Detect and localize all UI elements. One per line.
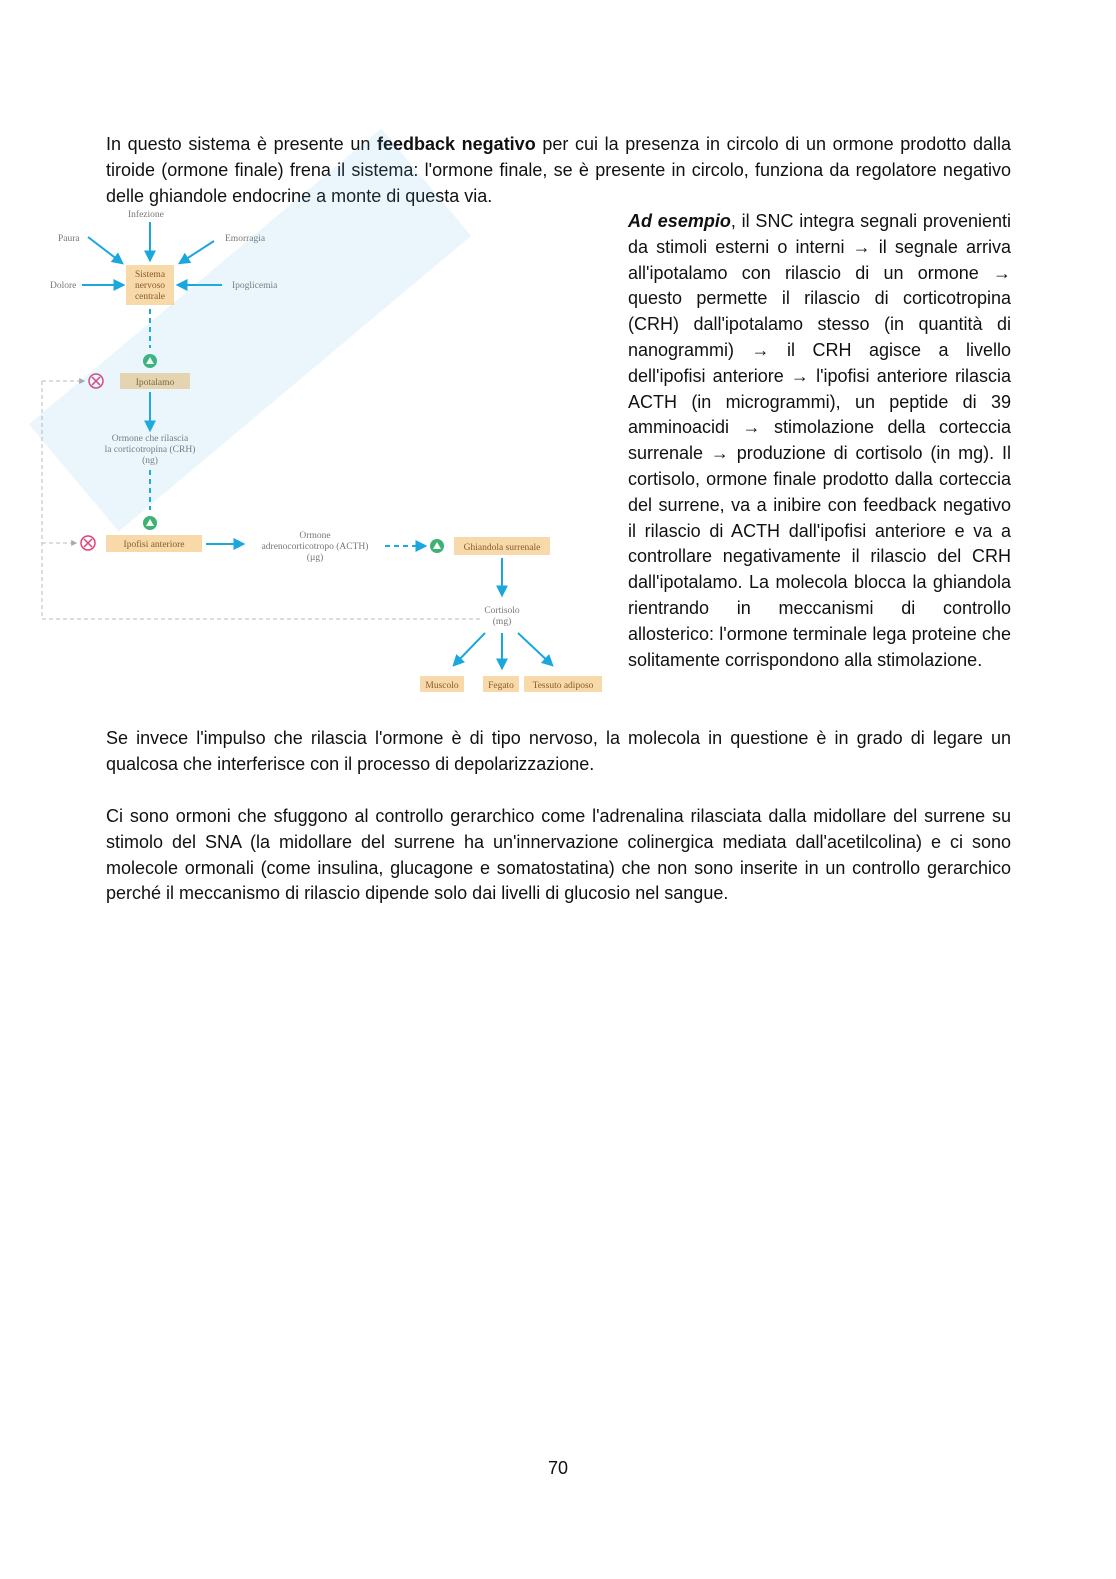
label-ipoglicemia: Ipoglicemia — [232, 281, 278, 291]
cortisolo-line1: Cortisolo — [484, 606, 520, 616]
feedback-line — [42, 381, 480, 619]
crh-line2: la corticotropina (CRH) — [104, 445, 196, 455]
paragraph-impulso-nervoso: Se invece l'impulso che rilascia l'ormone è di tipo nervoso, la molecola in questione è in grado di legare un qualcosa che interferisce con il processo di depolarizzazione. — [106, 728, 1011, 774]
surrenale-label: Ghiandola surrenale — [463, 543, 541, 553]
page-number: 70 — [547, 1458, 569, 1478]
bold-italic-ad-esempio: Ad esempio — [628, 211, 731, 231]
muscolo-label: Muscolo — [425, 681, 459, 691]
snc-line2: nervoso — [134, 281, 166, 291]
ipotalamo-label: Ipotalamo — [135, 378, 175, 388]
label-emorragia: Emorragia — [225, 234, 266, 244]
inhibit-icon-glyph — [92, 377, 100, 385]
cortisolo-line2: (mg) — [492, 617, 512, 627]
snc-line3: centrale — [134, 292, 166, 302]
acth-line1: Ormone — [299, 531, 331, 541]
arrow-to-muscolo — [454, 633, 485, 665]
acth-line2: adrenocorticotropo (ACTH) — [261, 542, 369, 552]
paragraph-feedback-intro: In questo sistema è presente un feedback negativo per cui la presenza in circolo di un ormone prodotto dalla tiroide (ormone finale) frena il sistema: l'ormone finale, se è presente in circolo, funziona da regolatore negativo delle ghiandole endocrine a monte di questa via. — [106, 134, 1011, 206]
fegato-label: Fegato — [488, 681, 514, 691]
crh-line3: (ng) — [142, 456, 158, 466]
adiposo-label: Tessuto adiposo — [532, 681, 594, 691]
inhibit-icon-glyph — [84, 539, 92, 547]
arrow-paura — [88, 237, 122, 263]
snc-line1: Sistema — [134, 270, 166, 280]
arrow-to-adiposo — [518, 633, 552, 665]
bold-feedback-negativo: feedback negativo — [377, 134, 536, 154]
paragraph-ormoni-fuori-controllo: Ci sono ormoni che sfuggono al controllo gerarchico come l'adrenalina rilasciata dalla midollare del surrene su stimolo del SNA (la midollare del surrene ha un'innervazione colinergica mediata dall'acetilcolina) e ci sono molecole ormonali (come insulina, glucagone e somatostatina) che non sono inserite in un controllo gerarchico perché il meccanismo di rilascio dipende solo dai livelli di glucosio nel sangue. — [106, 806, 1011, 904]
crh-line1: Ormone che rilascia — [111, 434, 189, 444]
label-paura: Paura — [58, 234, 80, 244]
arrow-emorragia — [180, 241, 214, 263]
paragraph-example: Ad esempio, il SNC integra segnali provenienti da stimoli esterni o interni → il segnale arriva all'ipotalamo con rilascio di un ormone → questo permette il rilascio di corticotropina (CRH) dall'ipotalamo stesso (in quantità di nanogrammi) → il CRH agisce a livello dell'ipofisi anteriore → l'ipofisi anteriore rilascia ACTH (in microgrammi), un peptide di 39 amminoacidi → stimolazione della corteccia surrenale → produzione di cortisolo (in mg). Il cortisolo, ormone finale prodotto dalla corteccia del surrene, va a inibire con feedback negativo il rilascio di ACTH dall'ipofisi anteriore e va a controllare negativamente il rilascio del CRH dall'ipotalamo. La molecola blocca la ghiandola rientrando in meccanismi di controllo allosterico: l'ormone terminale lega proteine che solitamente corrispondono alla stimolazione. — [628, 211, 1011, 670]
label-dolore: Dolore — [50, 281, 77, 291]
label-infezione: Infezione — [128, 210, 164, 220]
acth-line3: (µg) — [306, 553, 324, 563]
ipofisi-label: Ipofisi anteriore — [123, 540, 185, 550]
hpa-axis-diagram — [40, 205, 615, 705]
